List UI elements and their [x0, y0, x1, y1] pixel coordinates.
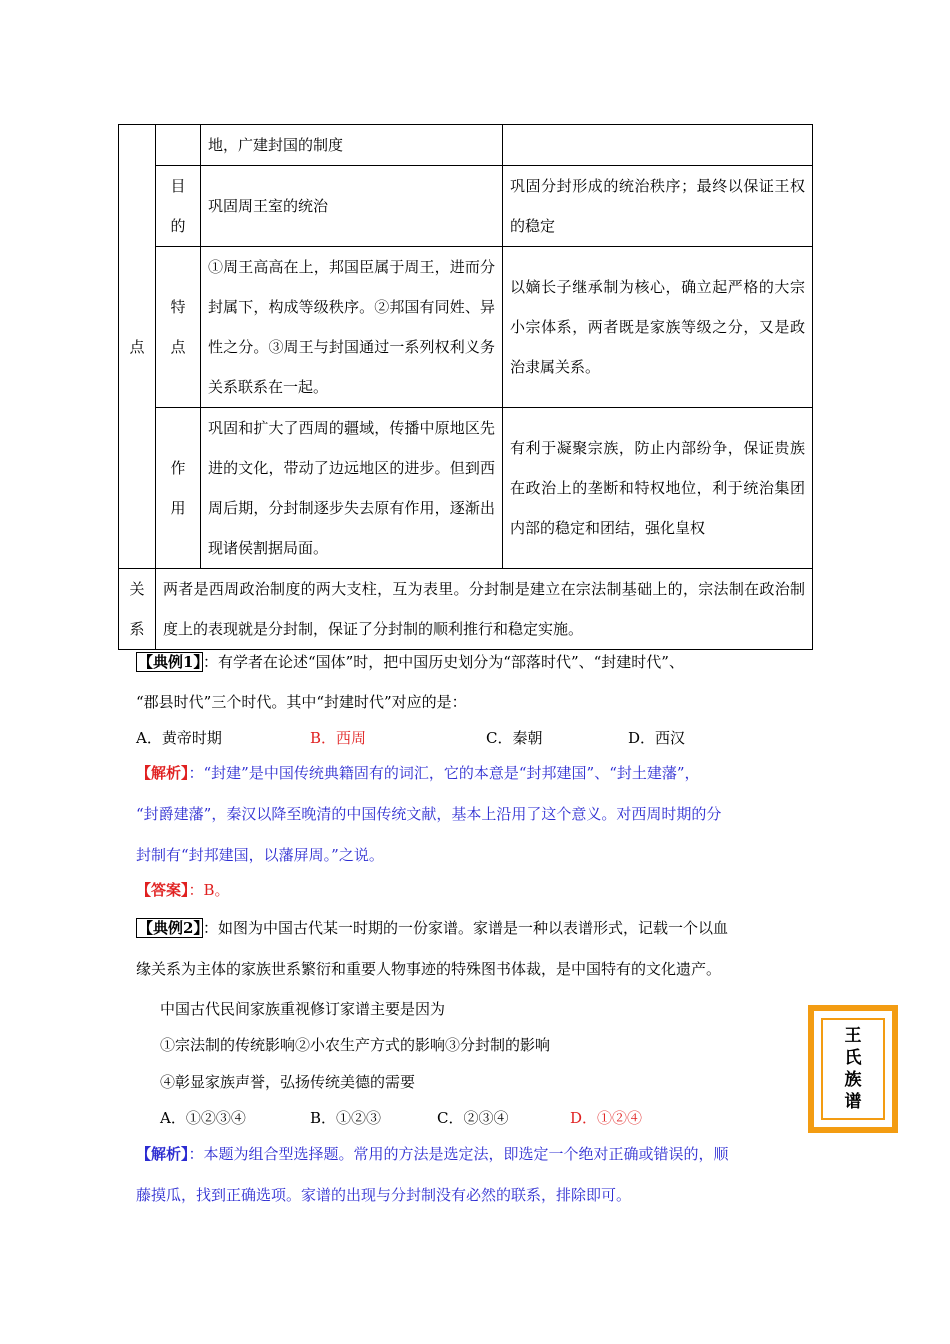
fengjian-cell: 巩固周王室的统治 — [201, 166, 503, 247]
option-c: C．②③④ — [437, 1109, 509, 1127]
example1-analysis-line2: “封爵建藩”，秦汉以降至晚清的中国传统文献，基本上沿用了这个意义。对西周时期的分 — [136, 805, 722, 823]
option-d: D．西汉 — [628, 729, 686, 747]
option-c: C．秦朝 — [486, 729, 543, 747]
genealogy-image — [808, 1005, 898, 1133]
example1-stem-line1: 【典例1】 ：有学者在论述“国体”时，把中国历史划分为“部落时代”、“封建时代”、 — [138, 653, 684, 671]
row-label-cell: 作用 — [156, 408, 201, 569]
fengjian-cell: ①周王高高在上，邦国臣属于周王，进而分封属下，构成等级秩序。②邦国有同姓、异性之分。③周王与封国通过一系列权利义务关系联系在一起。 — [201, 247, 503, 408]
example1-answer: 【答案】：B。 — [136, 881, 230, 899]
option-d: D．①②④ — [570, 1109, 643, 1127]
answer-tag: 【答案】 — [136, 881, 189, 899]
example2-tag: 【典例2】 — [138, 919, 201, 937]
analysis-tag: 【解析】 — [136, 1145, 189, 1163]
table-row — [119, 166, 813, 247]
genealogy-char: 谱 — [844, 1092, 862, 1112]
example2-stem-line2: 缘关系为主体的家族世系繁衍和重要人物事迹的特殊图书体裁，是中国特有的文化遗产。 — [136, 960, 722, 978]
row-label-cell: 目的 — [156, 166, 201, 247]
example2-question: 中国古代民间家族重视修订家谱主要是因为 — [160, 1000, 446, 1018]
example2-analysis-line1: 【解析】：本题为组合型选择题。常用的方法是选定法，即选定一个绝对正确或错误的，顺 — [136, 1145, 729, 1163]
example1-analysis-line3: 封制有“封邦建国，以藩屏周。”之说。 — [136, 846, 384, 864]
genealogy-char: 王 — [844, 1026, 862, 1046]
relation-label-cell: 关系 — [119, 569, 156, 650]
table-row — [119, 569, 813, 650]
analysis-tag: 【解析】 — [136, 764, 189, 782]
example2-stem-line1: 【典例2】 ：如图为中国古代某一时期的一份家谱。家谱是一种以表谱形式，记载一个以血 — [138, 919, 728, 937]
genealogy-char: 氏 — [844, 1048, 862, 1068]
comparison-table — [118, 124, 813, 650]
table-row — [119, 247, 813, 408]
zongfa-cell: 有利于凝聚宗族，防止内部纷争，保证贵族在政治上的垄断和特权地位，利于统治集团内部的稳定和团结，强化皇权 — [503, 408, 813, 569]
example2-options — [160, 1106, 642, 1130]
option-a: A．①②③④ — [160, 1109, 246, 1127]
table-row — [119, 125, 813, 166]
example2-item2: ④彰显家族声誉，弘扬传统美德的需要 — [160, 1073, 416, 1091]
row-label-cell — [156, 125, 201, 166]
example1-options — [136, 726, 685, 750]
side-label: 点 — [129, 337, 145, 356]
side-label-cell — [119, 125, 156, 569]
example2-item1: ①宗法制的传统影响②小农生产方式的影响③分封制的影响 — [160, 1036, 551, 1054]
relation-text-cell: 两者是西周政治制度的两大支柱，互为表里。分封制是建立在宗法制基础上的，宗法制在政治制度上的表现就是分封制，保证了分封制的顺利推行和稳定实施。 — [156, 569, 813, 650]
genealogy-inner-frame — [821, 1018, 885, 1120]
table-row — [119, 408, 813, 569]
zongfa-cell: 巩固分封形成的统治秩序；最终以保证王权的稳定 — [503, 166, 813, 247]
option-b: B．西周 — [310, 729, 367, 747]
fengjian-cell: 地，广建封国的制度 — [201, 125, 503, 166]
zongfa-cell: 以嫡长子继承制为核心，确立起严格的大宗小宗体系，两者既是家族等级之分，又是政治隶属关系。 — [503, 247, 813, 408]
row-label-cell: 特点 — [156, 247, 201, 408]
option-b: B．①②③ — [310, 1109, 382, 1127]
zongfa-cell — [503, 125, 813, 166]
fengjian-cell: 巩固和扩大了西周的疆域，传播中原地区先进的文化，带动了边远地区的进步。但到西周后期，分封制逐步失去原有作用，逐渐出现诸侯割据局面。 — [201, 408, 503, 569]
example1-analysis-line1: 【解析】：“封建”是中国传统典籍固有的词汇，它的本意是“封邦建国”、“封土建藩”， — [136, 764, 700, 782]
example1-stem-line2: “郡县时代”三个时代。其中“封建时代”对应的是： — [136, 693, 467, 711]
genealogy-char: 族 — [844, 1070, 862, 1090]
example2-analysis-line2: 藤摸瓜，找到正确选项。家谱的出现与分封制没有必然的联系，排除即可。 — [136, 1186, 632, 1204]
example1-tag: 【典例1】 — [138, 653, 201, 671]
option-a: A．黄帝时期 — [136, 729, 222, 747]
